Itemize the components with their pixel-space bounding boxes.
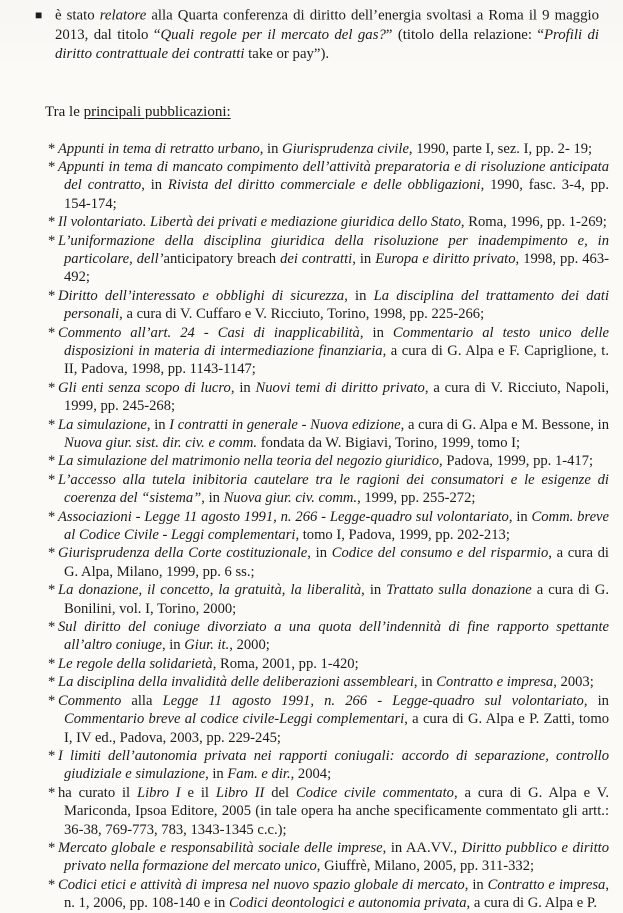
- italic-text: La simulazione: [58, 416, 147, 433]
- roman-text: , a cura di G. Alpa e P.: [466, 895, 598, 912]
- roman-text: , in: [201, 490, 224, 507]
- publications-list: [32, 140, 609, 913]
- publication-item: [48, 839, 609, 876]
- asterisk-list-marker: *: [48, 453, 56, 470]
- roman-text: , in: [464, 876, 488, 893]
- italic-text: Le regole della solidarietà: [58, 655, 213, 672]
- publication-item: [48, 747, 609, 784]
- publication-text: [58, 840, 609, 874]
- italic-text: Contratto e impresa: [436, 674, 554, 691]
- italic-text: Europa e diritto privato: [375, 250, 516, 267]
- publication-text: [58, 214, 607, 230]
- roman-text: , in: [205, 766, 228, 783]
- asterisk-list-marker: *: [48, 839, 56, 856]
- italic-text: Sul diritto del coniuge divorziato a una quota dell’indennità di fine rapporto spettante all’altro coniuge: [58, 619, 609, 654]
- publication-text: [58, 472, 609, 506]
- italic-text: Codice civile commentato: [295, 784, 454, 801]
- publication-text: [58, 380, 609, 414]
- publication-item: [48, 544, 609, 581]
- asterisk-list-marker: *: [48, 508, 56, 525]
- roman-text: , in: [352, 250, 376, 267]
- roman-text: , Roma, 2001, pp. 1-420;: [212, 655, 359, 672]
- publication-item: [48, 140, 609, 158]
- publication-item: [48, 655, 609, 673]
- asterisk-list-marker: *: [48, 876, 56, 893]
- asterisk-list-marker: *: [48, 471, 56, 488]
- publication-text: [58, 877, 609, 911]
- asterisk-list-marker: *: [48, 287, 56, 304]
- publication-item: [48, 452, 609, 470]
- roman-text: , in: [307, 545, 332, 562]
- italic-text: Contratto e impresa: [487, 876, 606, 893]
- italic-text: Legge 11 agosto 1991, n. 266 - Legge-quadro sul volontariato: [162, 692, 584, 709]
- roman-text: , in: [359, 324, 393, 341]
- roman-text: , a cura di G. Alpa e M. Bessone, in: [400, 416, 609, 433]
- italic-text: Trattato sulla donazione: [386, 582, 532, 599]
- roman-text: fondata da W. Bigiavi, Torino, 1999, tomo I;: [257, 435, 521, 451]
- roman-text: è stato: [55, 7, 100, 24]
- asterisk-list-marker: *: [48, 416, 56, 433]
- asterisk-list-marker: *: [48, 692, 56, 709]
- italic-text: La disciplina della invalidità delle deliberazioni assembleari: [58, 674, 414, 691]
- roman-text: e il: [180, 784, 216, 801]
- publications-intro: [45, 103, 609, 121]
- publication-text: [58, 693, 609, 746]
- publication-text: [58, 509, 609, 543]
- roman-text: , 2000;: [229, 637, 270, 654]
- italic-text: L’uniformazione della disciplina giuridica della risoluzione per inadempimento e, in particolare, dell’: [58, 232, 609, 267]
- italic-text: Codici deontologici e autonomia privata: [228, 895, 467, 912]
- roman-text: anticipatory breach: [163, 250, 281, 267]
- conference-note-text: [55, 8, 599, 62]
- publication-text: [58, 233, 609, 286]
- italic-text: Associazioni - Legge 11 agosto 1991, n. 266 - Legge-quadro sul volontariato: [58, 508, 509, 525]
- asterisk-list-marker: *: [48, 619, 56, 636]
- italic-text: I contratti in generale - Nuova edizione: [169, 416, 401, 433]
- roman-text: , a cura di G. Alpa e P. Zatti, tomo I, IV ed., Padova, 2003, pp. 229-245;: [64, 711, 609, 746]
- publication-item: [48, 784, 609, 839]
- italic-text: Commentario al testo unico delle disposizioni in materia di intermediazione finanziaria: [64, 324, 609, 359]
- roman-text: , 2004;: [290, 766, 332, 783]
- roman-text: , a cura di V. Ricciuto, Napoli, 1999, pp. 245-268;: [64, 379, 609, 415]
- roman-text: , in: [146, 416, 170, 433]
- roman-text: , 1990, fasc. 3-4, pp. 154-174;: [64, 177, 609, 212]
- asterisk-list-marker: *: [48, 324, 56, 341]
- italic-text: L’accesso alla tutela inibitoria cautelare tra le ragioni dei consumatori e le esigenze di coerenza del “sistema”: [58, 471, 609, 507]
- publication-item: [48, 692, 609, 747]
- publication-item: [48, 876, 609, 913]
- asterisk-list-marker: *: [48, 214, 56, 231]
- roman-text: , a cura di V. Cuffaro e V. Ricciuto, Torino, 1998, pp. 225-266;: [119, 306, 485, 323]
- conference-note: [35, 6, 599, 64]
- asterisk-list-marker: *: [48, 674, 56, 691]
- roman-text: , a cura di G. Alpa e F. Capriglione, t. II, Padova, 1998, pp. 1143-1147;: [64, 342, 609, 378]
- publication-text: [58, 545, 609, 579]
- asterisk-list-marker: *: [48, 379, 56, 396]
- publication-text: [58, 582, 609, 616]
- publication-item: [48, 673, 609, 691]
- roman-text: , in: [413, 674, 437, 691]
- italic-text: Libro II: [215, 784, 265, 801]
- roman-text: ha curato il: [58, 784, 137, 801]
- publication-item: [48, 508, 609, 545]
- asterisk-list-marker: *: [48, 232, 56, 249]
- italic-text: Nuova giur. sist. dir. civ. e comm.: [64, 435, 258, 451]
- publication-text: [58, 141, 592, 157]
- asterisk-list-marker: *: [48, 582, 56, 599]
- publication-text: [58, 417, 609, 451]
- publication-text: [58, 656, 359, 672]
- italic-text: Giur. it.: [184, 637, 230, 654]
- italic-text: Profili di diritto contrattuale dei contratti: [55, 26, 599, 62]
- publication-item: [48, 287, 609, 324]
- roman-text: a cura di G. Bonilini, vol. I, Torino, 2000;: [64, 582, 609, 617]
- italic-text: Giurisprudenza della Corte costituzionale: [58, 545, 308, 562]
- roman-text: , in: [259, 140, 283, 157]
- publication-item: [48, 471, 609, 508]
- roman-text: , 1999, pp. 255-272;: [357, 490, 476, 507]
- roman-text: , a cura di G. Alpa e V. Mariconda, Ipsoa Editore, 2005 (in tale opera ha anche specificamente commentato gli artt.: 36-38, 769-773, 783, 1343-1345 c.c.);: [64, 784, 609, 838]
- italic-text: Appunti in tema di mancato compimento dell’attività preparatoria e di risoluzione anticipata del contratto: [58, 158, 609, 194]
- roman-text: , in: [230, 379, 256, 396]
- publication-text: [58, 674, 594, 690]
- roman-text: , Padova, 1999, pp. 1-417;: [439, 453, 594, 470]
- roman-text: alla: [121, 692, 163, 709]
- italic-text: Nuovi temi di diritto privato: [255, 379, 425, 396]
- publication-item: [48, 213, 609, 231]
- italic-text: relatore: [99, 7, 147, 24]
- italic-text: La simulazione del matrimonio nella teoria del negozio giuridico: [58, 453, 440, 470]
- italic-text: Rivista del diritto commerciale e delle obbligazioni: [167, 177, 481, 194]
- roman-text: ” (titolo della relazione: “: [385, 26, 544, 43]
- roman-text: , 1998, pp. 463-492;: [64, 250, 610, 286]
- roman-text: del: [264, 784, 296, 801]
- roman-text: , in AA.VV.,: [382, 839, 462, 856]
- publication-text: [58, 785, 609, 838]
- roman-text: , Roma, 1996, pp. 1-269;: [460, 214, 607, 231]
- intro-underlined-phrase: principali pubblicazioni:: [83, 103, 231, 120]
- intro-prefix: Tra le: [45, 103, 84, 120]
- asterisk-list-marker: *: [48, 747, 56, 764]
- italic-text: Quali regole per il mercato del gas?: [160, 26, 386, 43]
- roman-text: , 2003;: [553, 674, 594, 691]
- italic-text: Commento all’art. 24 - Casi di inapplicabilità: [58, 324, 360, 341]
- publication-text: [58, 619, 609, 653]
- publication-text: [58, 288, 609, 322]
- roman-text: , in: [583, 692, 609, 709]
- italic-text: Gli enti senza scopo di lucro: [58, 379, 231, 396]
- italic-text: La donazione, il concetto, la gratuità, la liberalità: [58, 582, 362, 599]
- roman-text: , in: [161, 637, 185, 654]
- publication-item: [48, 158, 609, 213]
- italic-text: Codice del consumo e del risparmio: [331, 545, 549, 562]
- italic-text: Nuova giur. civ. comm.: [223, 490, 358, 507]
- publication-text: [58, 453, 593, 469]
- italic-text: dei contratti: [280, 250, 353, 267]
- italic-text: Mercato globale e responsabilità sociale delle imprese: [58, 839, 383, 856]
- publication-item: [48, 324, 609, 379]
- italic-text: La disciplina del trattamento dei dati personali: [64, 287, 609, 323]
- publication-text: [58, 748, 609, 782]
- publication-item: [48, 379, 609, 416]
- square-bullet-icon: ■: [35, 8, 43, 22]
- roman-text: alla Quarta conferenza di diritto dell’energia svoltasi a Roma il 9 maggio 2013, dal titolo “: [55, 7, 599, 43]
- asterisk-list-marker: *: [48, 140, 56, 157]
- publication-item: [48, 581, 609, 618]
- italic-text: I limiti dell’autonomia privata nei rapporti coniugali: accordo di separazione, controllo giudiziale e simulazione: [58, 747, 609, 783]
- asterisk-list-marker: *: [48, 655, 56, 672]
- roman-text: take or pay”).: [244, 45, 330, 62]
- italic-text: Codici etici e attività di impresa nel nuovo spazio globale di mercato: [58, 876, 465, 893]
- roman-text: , Giuffrè, Milano, 2005, pp. 311-332;: [316, 858, 535, 875]
- asterisk-list-marker: *: [48, 545, 56, 562]
- roman-text: , 1990, parte I, sez. I, pp. 2- 19;: [408, 140, 593, 157]
- italic-text: Giurisprudenza civile: [282, 140, 409, 157]
- italic-text: Fam. e dir.: [227, 766, 291, 783]
- roman-text: , in: [141, 177, 168, 194]
- roman-text: , in: [344, 287, 374, 304]
- publication-text: [58, 159, 609, 212]
- roman-text: , in: [361, 582, 387, 599]
- publication-item: [48, 232, 609, 287]
- publication-item: [48, 618, 609, 655]
- roman-text: , tomo I, Padova, 1999, pp. 202-213;: [295, 527, 510, 544]
- asterisk-list-marker: *: [48, 784, 56, 801]
- italic-text: Appunti in tema di retratto urbano: [58, 140, 260, 157]
- italic-text: Diritto dell’interessato e obblighi di sicurezza: [58, 287, 345, 304]
- roman-text: , in: [508, 508, 532, 525]
- roman-text: , n. 1, 2006, pp. 108-140 e in: [64, 876, 609, 912]
- italic-text: Commentario breve al codice civile-Leggi complementari: [64, 711, 405, 728]
- publication-item: [48, 416, 609, 453]
- italic-text: Il volontariato. Libertà dei privati e mediazione giuridica dello Stato: [58, 214, 461, 231]
- publication-text: [58, 325, 609, 378]
- italic-text: Libro I: [136, 784, 181, 801]
- italic-text: Comm. breve al Codice Civile - Leggi complementari: [64, 508, 609, 544]
- italic-text: Diritto pubblico e diritto privato nella formazione del mercato unico: [64, 839, 609, 875]
- asterisk-list-marker: *: [48, 158, 56, 175]
- roman-text: , a cura di G. Alpa, Milano, 1999, pp. 6 ss.;: [64, 545, 609, 580]
- italic-text: Commento: [58, 692, 122, 709]
